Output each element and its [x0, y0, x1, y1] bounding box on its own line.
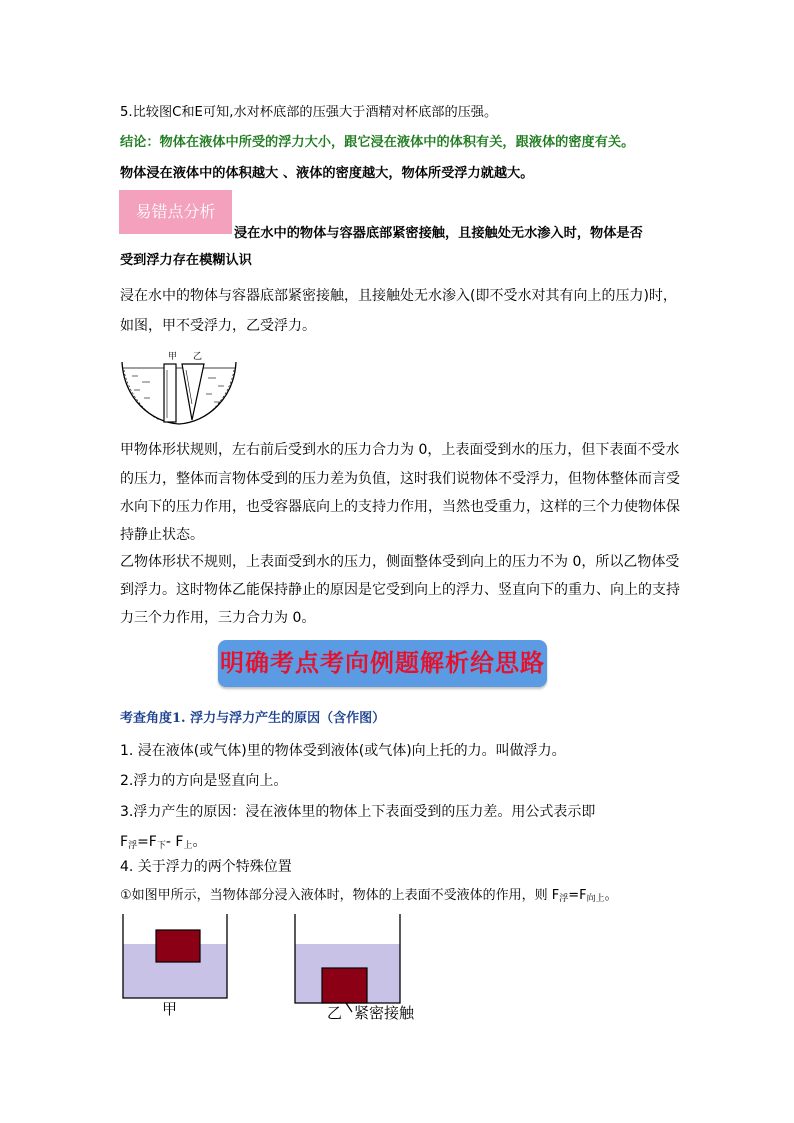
formula-f: F	[120, 834, 129, 850]
error-analysis-tag: 易错点分析	[119, 190, 232, 234]
paragraph-2d: 持静止状态。	[120, 527, 204, 543]
formula-eq: =F	[137, 834, 157, 850]
buoyancy-formula	[120, 833, 206, 855]
item-3: 3.浮力产生的原因：浸在液体里的物体上下表面受到的压力差。用公式表示即	[120, 804, 596, 820]
tag-description-b: 受到浮力存在模糊认识	[120, 253, 252, 268]
paragraph-2b: 的压力，整体而言物体受到的压力差为负值，这时我们说物体不受浮力，但物体整体而言受	[120, 471, 680, 487]
item5-text: ①如图甲所示，当物体部分浸入液体时，物体的上表面不受液体的作用，则 F	[120, 888, 560, 903]
paragraph-1a: 浸在水中的物体与容器底部紧密接触，且接触处无水渗入(即不受水对其有向上的压力)时，	[120, 288, 677, 304]
formula-sub-down: 下	[156, 841, 166, 851]
beaker-jia-block	[156, 930, 200, 962]
figure2-label-contact: 紧密接触	[354, 1004, 415, 1022]
beaker-yi-block	[322, 968, 367, 1003]
item-1: 1. 浸在液体(或气体)里的物体受到液体(或气体)向上托的力。叫做浮力。	[120, 743, 566, 759]
figure-two-beakers	[118, 912, 438, 1024]
item5-end: 。	[604, 888, 618, 903]
formula-minus: - F	[165, 834, 184, 850]
item-2: 2.浮力的方向是竖直向上。	[120, 773, 288, 789]
tag-description-a: 浸在水中的物体与容器底部紧密接触，且接触处无水渗入时，物体是否	[234, 226, 643, 241]
paragraph-2a: 甲物体形状规则，左右前后受到水的压力合力为 0，上表面受到水的压力，但下表面不受水	[120, 442, 680, 458]
exam-angle-heading: 考查角度1. 浮力与浮力产生的原因（含作图）	[120, 711, 386, 726]
paragraph-3b: 到浮力。这时物体乙能保持静止的原因是它受到向上的浮力、竖直向下的重力、向上的支持	[120, 582, 680, 598]
paragraph-3a: 乙物体形状不规则，上表面受到水的压力，侧面整体受到向上的压力不为 0，所以乙物体受	[120, 554, 680, 570]
figure2-label-jia: 甲	[162, 1000, 178, 1018]
conclusion-line-1: 结论：物体在液体中所受的浮力大小，跟它浸在液体中的体积有关，跟液体的密度有关。	[120, 135, 635, 150]
figure1-label-jia: 甲	[168, 352, 178, 362]
conclusion-line-2: 物体浸在液体中的体积越大 、液体的密度越大，物体所受浮力就越大。	[120, 166, 534, 181]
item5-eq: =F	[568, 888, 587, 903]
formula-sub-float: 浮	[128, 841, 138, 851]
item-4: 4. 关于浮力的两个特殊位置	[120, 859, 292, 875]
figure1-label-yi: 乙	[193, 352, 203, 362]
paragraph-3c: 力三个力作用，三力合力为 0。	[120, 610, 316, 626]
item-5	[120, 887, 618, 908]
text-line-comparison: 5.比较图C和E可知,水对杯底部的压强大于酒精对杯底部的压强。	[120, 105, 498, 120]
formula-sub-up: 上	[183, 841, 193, 851]
item5-sub-upward: 向上	[586, 894, 605, 904]
figure2-label-yi: 乙	[327, 1004, 343, 1022]
section-banner: 明确考点考向例题解析给思路	[218, 640, 547, 687]
item5-sub-float: 浮	[559, 894, 569, 904]
paragraph-2c: 水向下的压力作用，也受容器底向上的支持力作用，当然也受重力，这样的三个力使物体保	[120, 499, 680, 515]
paragraph-1b: 如图，甲不受浮力，乙受浮力。	[120, 318, 316, 334]
formula-end: 。	[192, 834, 207, 850]
figure-container-objects	[120, 348, 238, 430]
